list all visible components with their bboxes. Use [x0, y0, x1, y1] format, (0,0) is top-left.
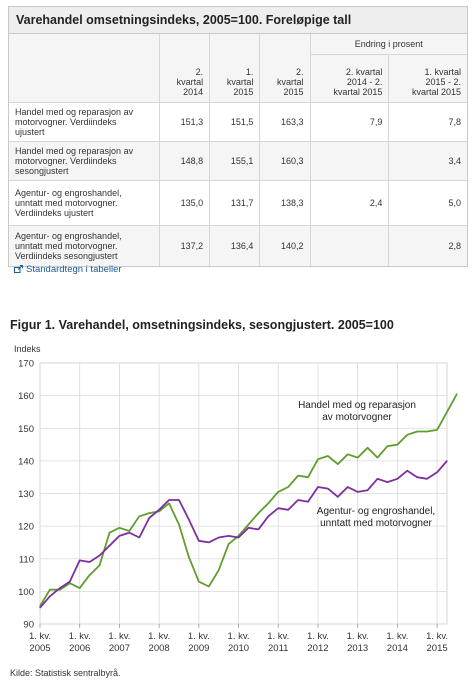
x-tick-label: 1. kv. — [386, 631, 409, 642]
data-point — [437, 472, 438, 473]
data-point — [109, 545, 110, 546]
x-tick-label: 1. kv. — [29, 631, 51, 642]
data-point — [377, 457, 378, 458]
data-point — [317, 459, 318, 460]
table-cell: 151,3 — [160, 103, 210, 142]
data-point — [208, 586, 209, 587]
table-row — [9, 181, 467, 226]
data-point — [188, 519, 189, 520]
y-tick-label: 100 — [18, 586, 34, 598]
standard-symbols-label: Standardtegn i tabeller — [26, 264, 122, 275]
data-point — [198, 581, 199, 582]
data-point — [139, 537, 140, 538]
data-point — [178, 524, 179, 525]
data-point — [79, 560, 80, 561]
data-point — [129, 532, 130, 533]
x-tick-label: 1. kv. — [306, 631, 329, 642]
standard-symbols-link[interactable] — [14, 264, 122, 275]
table-cell: 2,4 — [310, 181, 389, 226]
row-label: Handel med og reparasjon av motorvogner. Verdiindeks sesongjustert — [9, 142, 160, 181]
x-tick-label: 2013 — [347, 643, 369, 654]
statistics-table — [8, 6, 468, 267]
figure-title: Figur 1. Varehandel, omsetningsindeks, sesongjustert. 2005=100 — [10, 318, 394, 332]
data-point — [109, 532, 110, 533]
data-point — [367, 490, 368, 491]
data-point — [268, 503, 269, 504]
data-point — [397, 444, 398, 445]
data-point — [446, 460, 447, 461]
data-point — [357, 491, 358, 492]
data-point — [119, 527, 120, 528]
table-cell: 155,1 — [210, 142, 260, 181]
x-tick-label: 1. kv. — [426, 631, 449, 642]
table-title: Varehandel omsetningsindeks, 2005=100. Foreløpige tall — [9, 7, 467, 34]
table-row — [9, 142, 467, 181]
x-tick-label: 2014 — [386, 643, 408, 654]
table-cell: 3,4 — [389, 142, 467, 181]
data-point — [327, 488, 328, 489]
table-cell: 138,3 — [260, 181, 310, 226]
row-label: Handel med og reparasjon av motorvogner. Verdiindeks ujustert — [9, 103, 160, 142]
data-point — [427, 431, 428, 432]
data-point — [119, 535, 120, 536]
column-header: 2. kvartal 2014 - 2. kvartal 2015 — [310, 55, 389, 103]
data-point — [288, 509, 289, 510]
y-axis-label: Indeks — [14, 344, 41, 354]
data-point — [248, 524, 249, 525]
data-point — [337, 464, 338, 465]
data-point — [89, 561, 90, 562]
y-tick-label: 170 — [18, 358, 34, 370]
series-line-0 — [40, 394, 457, 606]
data-point — [69, 581, 70, 582]
series-label: av motorvogner — [322, 412, 392, 423]
series-label: unntatt med motorvogner — [320, 518, 432, 529]
data-point — [79, 588, 80, 589]
table-cell: 137,2 — [160, 226, 210, 267]
header-spacer — [160, 34, 210, 55]
x-tick-label: 2007 — [108, 643, 130, 654]
y-tick-label: 130 — [18, 489, 34, 500]
x-tick-label: 1. kv. — [267, 631, 290, 642]
table-cell: 136,4 — [210, 226, 260, 267]
data-point — [39, 607, 40, 608]
data-point — [218, 537, 219, 538]
data-point — [149, 517, 150, 518]
data-point — [298, 475, 299, 476]
data-point — [307, 501, 308, 502]
data-point — [248, 527, 249, 528]
x-tick-label: 1. kv. — [187, 631, 210, 642]
table-cell: 131,7 — [210, 181, 260, 226]
x-tick-label: 1. kv. — [346, 631, 369, 642]
column-header: 2. kvartal 2015 — [260, 55, 310, 103]
table-cell: 160,3 — [260, 142, 310, 181]
x-tick-label: 2009 — [188, 643, 210, 654]
y-tick-label: 90 — [23, 619, 34, 631]
data-point — [99, 555, 100, 556]
data-point — [417, 431, 418, 432]
data-point — [159, 509, 160, 510]
data-point — [49, 589, 50, 590]
data-point — [218, 570, 219, 571]
data-point — [168, 499, 169, 500]
x-tick-label: 1. kv. — [108, 631, 131, 642]
series-label: Agentur- og engroshandel, — [316, 506, 436, 517]
x-tick-label: 2006 — [69, 643, 91, 654]
line-chart — [0, 335, 474, 665]
x-tick-label: 2005 — [29, 643, 51, 654]
table-cell: 7,9 — [310, 103, 389, 142]
table-cell: 151,5 — [210, 103, 260, 142]
data-point — [278, 491, 279, 492]
data-point — [99, 565, 100, 566]
data-point — [456, 393, 457, 394]
index-table — [9, 34, 467, 266]
data-point — [139, 516, 140, 517]
x-tick-label: 2011 — [268, 643, 289, 654]
table-cell: 5,0 — [448, 198, 461, 208]
data-point — [228, 544, 229, 545]
data-point — [258, 529, 259, 530]
data-point — [208, 542, 209, 543]
header-empty — [9, 34, 160, 55]
x-tick-label: 1. kv. — [148, 631, 171, 642]
data-point — [288, 486, 289, 487]
data-point — [188, 557, 189, 558]
x-tick-label: 2010 — [227, 643, 250, 654]
table-row — [9, 103, 467, 142]
data-point — [327, 455, 328, 456]
data-point — [238, 537, 239, 538]
header-spacer — [210, 34, 260, 55]
header-row-label — [9, 55, 160, 103]
data-point — [59, 588, 60, 589]
data-point — [437, 429, 438, 430]
data-point — [89, 575, 90, 576]
data-point — [357, 457, 358, 458]
table-cell: 140,2 — [260, 226, 310, 267]
data-point — [367, 447, 368, 448]
data-point — [149, 513, 150, 514]
y-tick-label: 120 — [18, 521, 34, 533]
data-point — [407, 434, 408, 435]
source-note: Kilde: Statistisk sentralbyrå. — [10, 668, 121, 678]
data-point — [307, 477, 308, 478]
y-tick-label: 110 — [18, 554, 34, 566]
data-point — [198, 540, 199, 541]
table-row — [9, 226, 467, 267]
data-point — [49, 596, 50, 597]
column-header: 1. kvartal 2015 - 2. kvartal 2015 — [389, 55, 467, 103]
header-spacer — [260, 34, 310, 55]
data-point — [347, 486, 348, 487]
data-point — [387, 482, 388, 483]
column-header: 2. kvartal 2014 — [160, 55, 210, 103]
data-point — [407, 470, 408, 471]
row-label: Agentur- og engroshandel, unntatt med motorvogner. Verdiindeks ujustert — [9, 181, 160, 226]
table-cell — [310, 142, 389, 181]
data-point — [298, 499, 299, 500]
data-point — [337, 496, 338, 497]
series-label: Handel med og reparasjon — [298, 400, 416, 411]
data-point — [387, 446, 388, 447]
table-cell: 7,8 — [448, 117, 461, 127]
table-cell: 2,8 — [389, 226, 467, 267]
y-tick-label: 140 — [18, 456, 34, 468]
data-point — [258, 513, 259, 514]
data-point — [129, 530, 130, 531]
data-point — [268, 516, 269, 517]
data-point — [228, 535, 229, 536]
data-point — [347, 454, 348, 455]
data-point — [168, 503, 169, 504]
data-point — [417, 477, 418, 478]
data-point — [377, 478, 378, 479]
y-tick-label: 160 — [18, 391, 34, 403]
x-tick-label: 1. kv. — [227, 631, 250, 642]
data-point — [278, 508, 279, 509]
table-cell: 148,8 — [160, 142, 210, 181]
table-cell — [310, 226, 389, 267]
data-point — [317, 486, 318, 487]
row-label: Agentur- og engroshandel, unntatt med motorvogner. Verdiindeks sesongjustert — [9, 226, 160, 267]
data-point — [446, 411, 447, 412]
x-tick-label: 1. kv. — [68, 631, 91, 642]
x-tick-label: 2015 — [426, 643, 448, 654]
series-line-1 — [40, 461, 447, 608]
data-point — [178, 499, 179, 500]
column-header: 1. kvartal 2015 — [210, 55, 260, 103]
table-cell: 135,0 — [160, 181, 210, 226]
data-point — [397, 478, 398, 479]
header-change-group: Endring i prosent — [310, 34, 467, 55]
y-tick-label: 150 — [18, 423, 34, 435]
x-tick-label: 2008 — [148, 643, 170, 654]
data-point — [427, 478, 428, 479]
table-cell: 163,3 — [260, 103, 310, 142]
x-tick-label: 2012 — [307, 643, 329, 654]
external-link-icon — [14, 265, 23, 273]
